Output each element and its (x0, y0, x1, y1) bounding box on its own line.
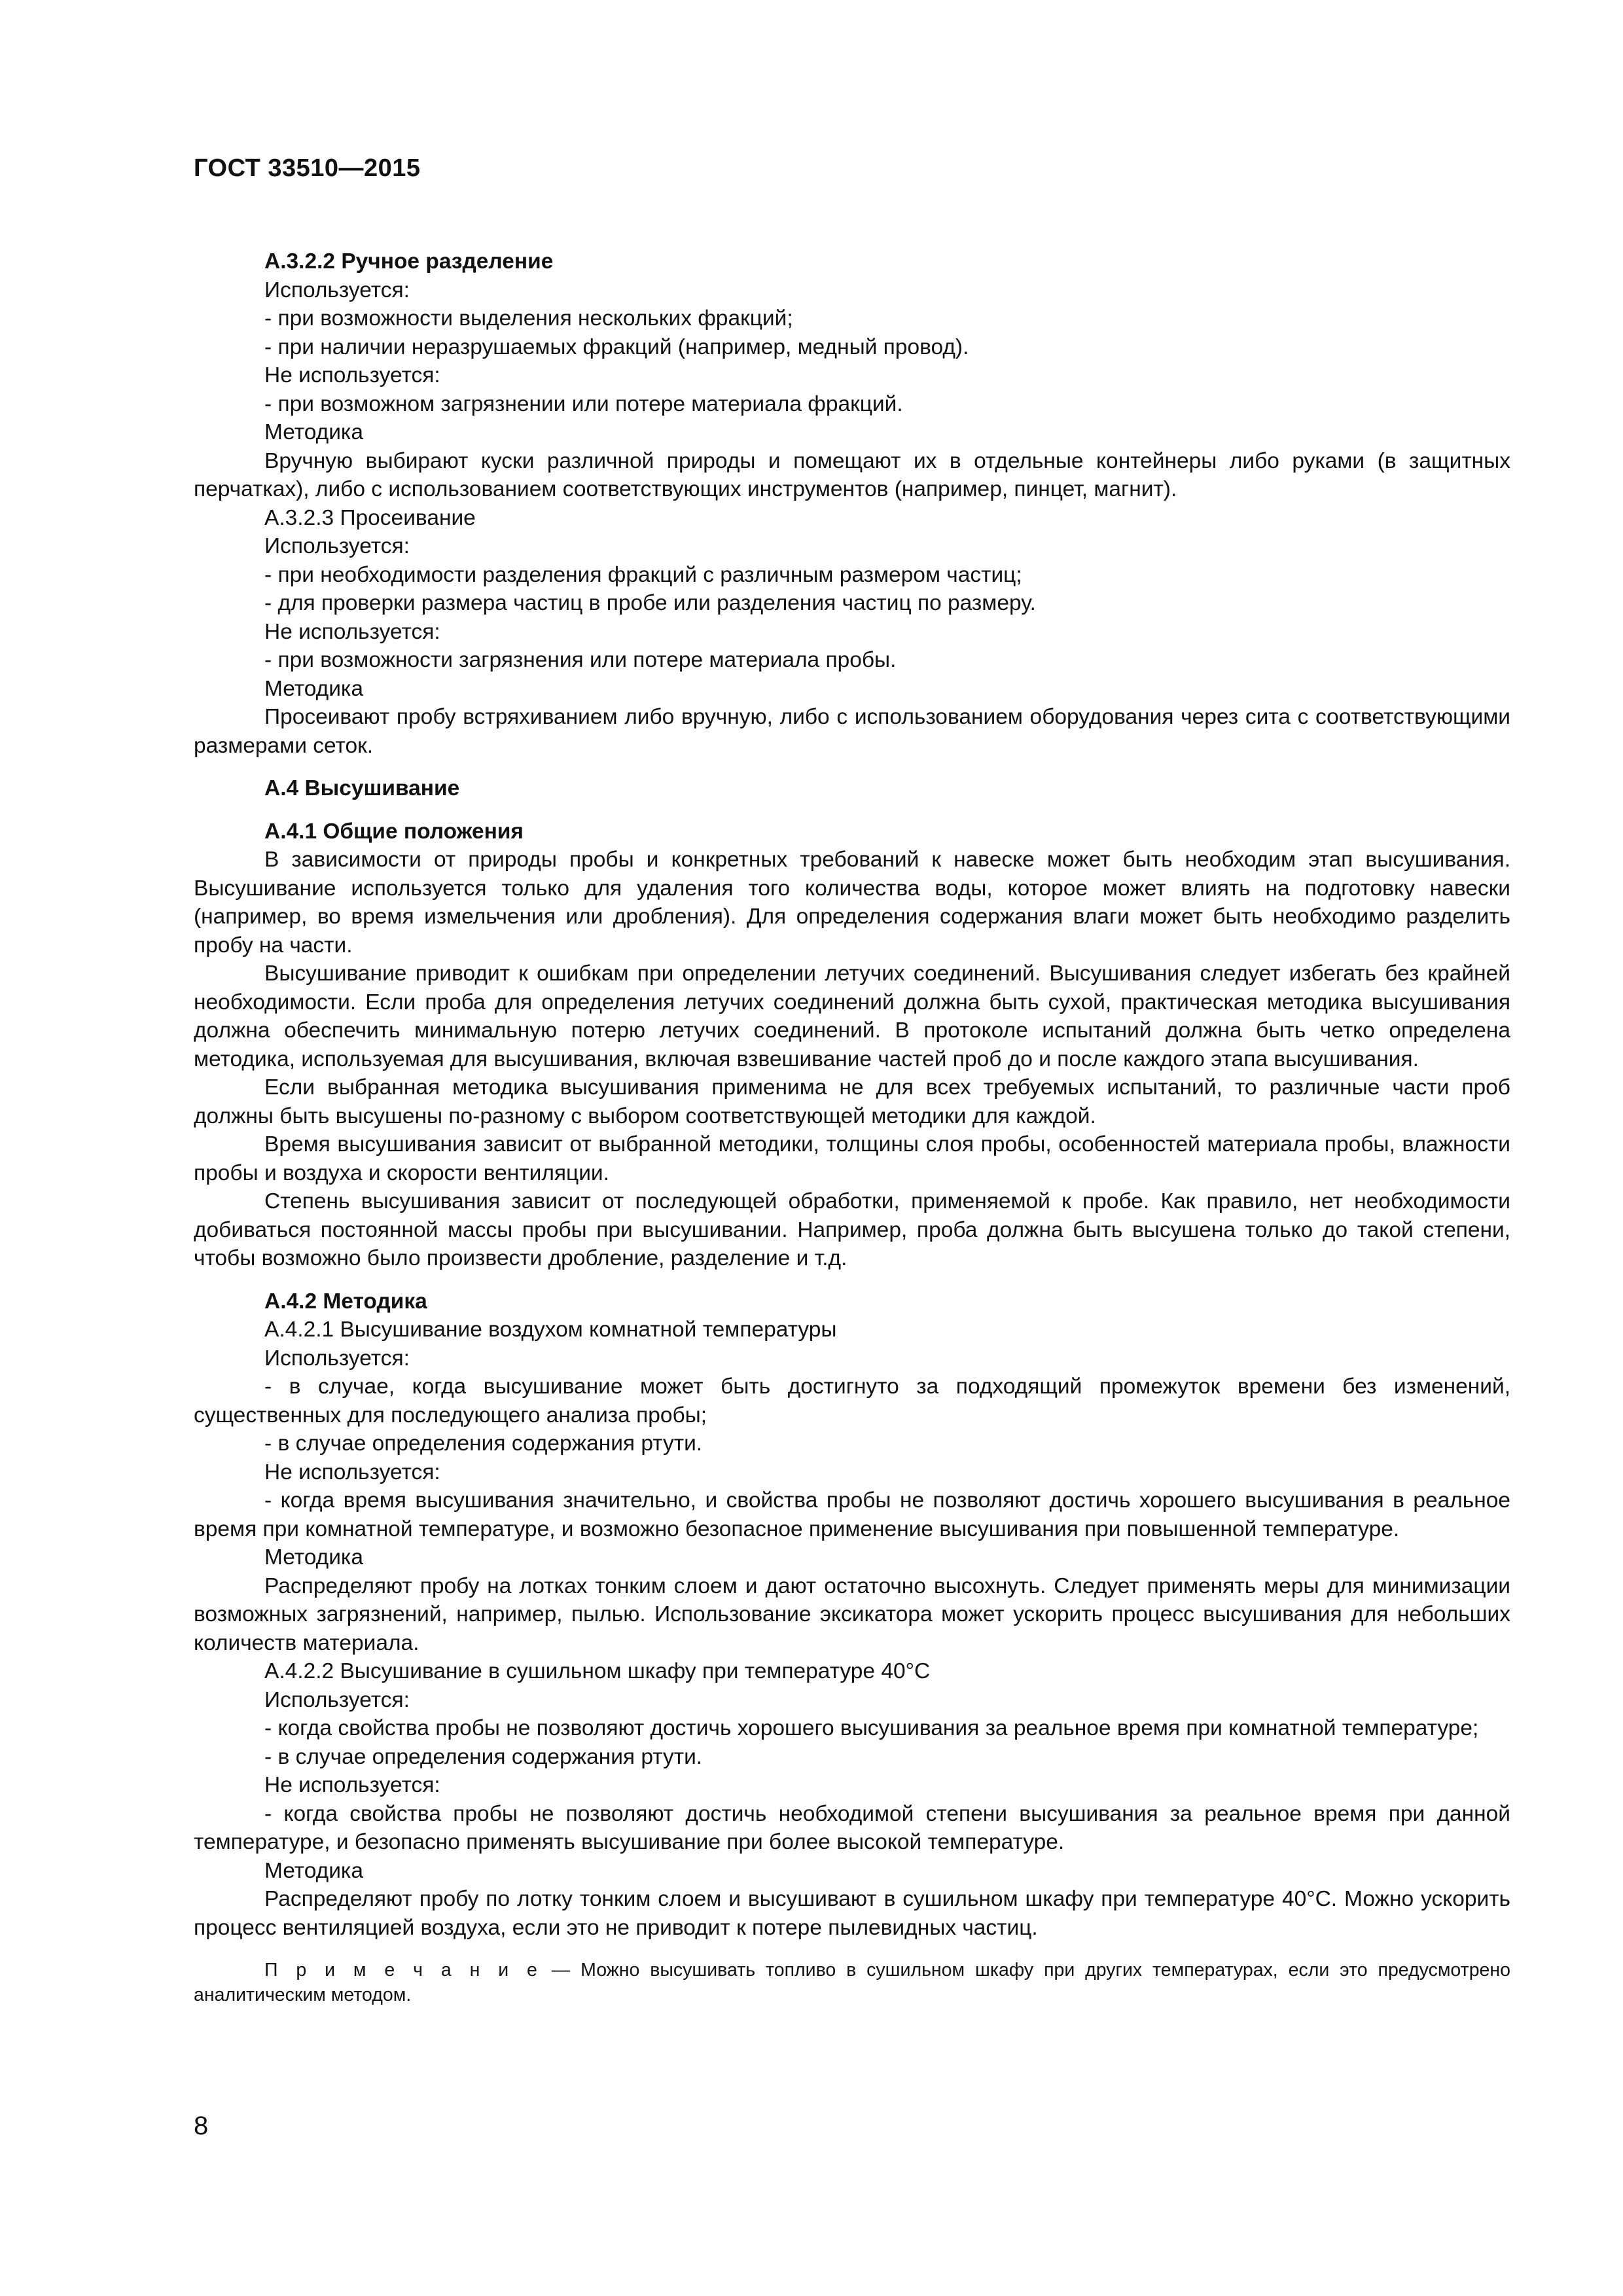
method-paragraph: Вручную выбирают куски различной природы и помещают их в отдельные контейнеры либо руками (в защитных перчатках), либо с использованием соответствующих инструментов (например, пинцет, магнит). (194, 448, 1510, 501)
paragraph: Высушивание приводит к ошибкам при определении летучих соединений. Высушивания следует избегать без крайней необходимости. Если проба для определения летучих соединений должна быть сухой, практическая методика высушивания должна обеспечить минимальную потерю летучих соединений. В протоколе испытаний должна быть четко определена методика, используемая для высушивания, включая взвешивание частей проб до и после каждого этапа высушивания. (194, 961, 1510, 1071)
method-label: Методика (264, 1545, 363, 1570)
page-content (194, 247, 1510, 2007)
note (194, 1958, 1510, 2007)
note-label: П р и м е ч а н и е (264, 1960, 541, 1981)
list-item: - в случае определения содержания ртути. (264, 1744, 703, 1769)
paragraph: Если выбранная методика высушивания применима не для всех требуемых испытаний, то различные части проб должны быть высушены по-разному с выбором соответствующей методики для каждой. (194, 1075, 1510, 1128)
paragraph: В зависимости от природы пробы и конкретных требований к навеске может быть необходим этап высушивания. Высушивание используется только для удаления того количества воды, которое может влиять на подготовку навески (например, во время измельчения или дробления). Для определения содержания влаги может быть необходимо разделить пробу на части. (194, 848, 1510, 958)
used-label: Используется: (264, 534, 410, 558)
method-label: Методика (264, 1858, 363, 1883)
list-item: - при наличии неразрушаемых фракций (например, медный провод). (264, 334, 969, 359)
list-item: - в случае определения содержания ртути. (264, 1431, 703, 1456)
paragraph: Степень высушивания зависит от последующей обработки, применяемой к пробе. Как правило, нет необходимости добиваться постоянной массы пробы при высушивании. Например, проба должна быть высушена только до такой степени, чтобы возможно было произвести дробление, разделение и т.д. (194, 1189, 1510, 1270)
section-heading-drying: А.4 Высушивание (264, 776, 460, 800)
subsection-heading-method: А.4.2 Методика (264, 1289, 427, 1314)
list-item: - при возможности выделения нескольких фракций; (264, 306, 793, 331)
list-item: - когда свойства пробы не позволяют достичь хорошего высушивания за реальное время при комнатной температуре; (264, 1716, 1479, 1740)
list-item: - при возможности загрязнения или потере материала пробы. (264, 648, 897, 672)
method-paragraph: Распределяют пробу по лотку тонким слоем и высушивают в сушильном шкафу при температуре 40°С. Можно ускорить процесс вентиляцией воздуха, если это не приводит к потере пылевидных частиц. (194, 1887, 1510, 1940)
list-item: - в случае, когда высушивание может быть достигнуто за подходящий промежуток времени без изменений, существенных для последующего анализа пробы; (194, 1374, 1510, 1427)
not-used-label: Не используется: (264, 619, 440, 644)
used-label: Используется: (264, 278, 410, 302)
list-item: - когда свойства пробы не позволяют достичь необходимой степени высушивания за реальное время при данной температуре, и безопасно применять высушивание при более высокой температуре. (194, 1801, 1510, 1854)
method-label: Методика (264, 420, 363, 444)
not-used-label: Не используется: (264, 363, 440, 387)
note-text: — Можно высушивать топливо в сушильном шкафу при других температурах, если это предусмотрено аналитическим методом. (194, 1960, 1511, 2005)
document-code-header: ГОСТ 33510—2015 (194, 154, 421, 182)
used-label: Используется: (264, 1346, 410, 1371)
method-label: Методика (264, 676, 363, 701)
section-heading-sieving: А.3.2.3 Просеивание (264, 505, 476, 530)
paragraph: Время высушивания зависит от выбранной методики, толщины слоя пробы, особенностей материала пробы, влажности пробы и воздуха и скорости вентиляции. (194, 1132, 1510, 1185)
not-used-label: Не используется: (264, 1460, 440, 1484)
section-heading-manual-separation: А.3.2.2 Ручное разделение (264, 249, 554, 274)
not-used-label: Не используется: (264, 1773, 440, 1797)
subsection-heading-general: А.4.1 Общие положения (264, 819, 524, 844)
list-item: - когда время высушивания значительно, и свойства пробы не позволяют достичь хорошего высушивания в реальное время при комнатной температуре, и возможно безопасное применение высушивания при повышенной температуре. (194, 1488, 1510, 1541)
list-item: - при возможном загрязнении или потере материала фракций. (264, 391, 903, 416)
method-paragraph: Просеивают пробу встряхиванием либо вручную, либо с использованием оборудования через сита с соответствующими размерами сеток. (194, 705, 1510, 758)
section-heading-oven-drying: А.4.2.2 Высушивание в сушильном шкафу при температуре 40°С (264, 1659, 931, 1683)
list-item: - при необходимости разделения фракций с различным размером частиц; (264, 562, 1022, 587)
used-label: Используется: (264, 1687, 410, 1712)
list-item: - для проверки размера частиц в пробе или разделения частиц по размеру. (264, 591, 1036, 615)
page-number: 8 (194, 2111, 209, 2140)
method-paragraph: Распределяют пробу на лотках тонким слоем и дают остаточно высохнуть. Следует применять меры для минимизации возможных загрязнений, например, пылью. Использование эксикатора может ускорить процесс высушивания для небольших количеств материала. (194, 1573, 1510, 1655)
section-heading-air-drying: А.4.2.1 Высушивание воздухом комнатной температуры (264, 1318, 837, 1342)
